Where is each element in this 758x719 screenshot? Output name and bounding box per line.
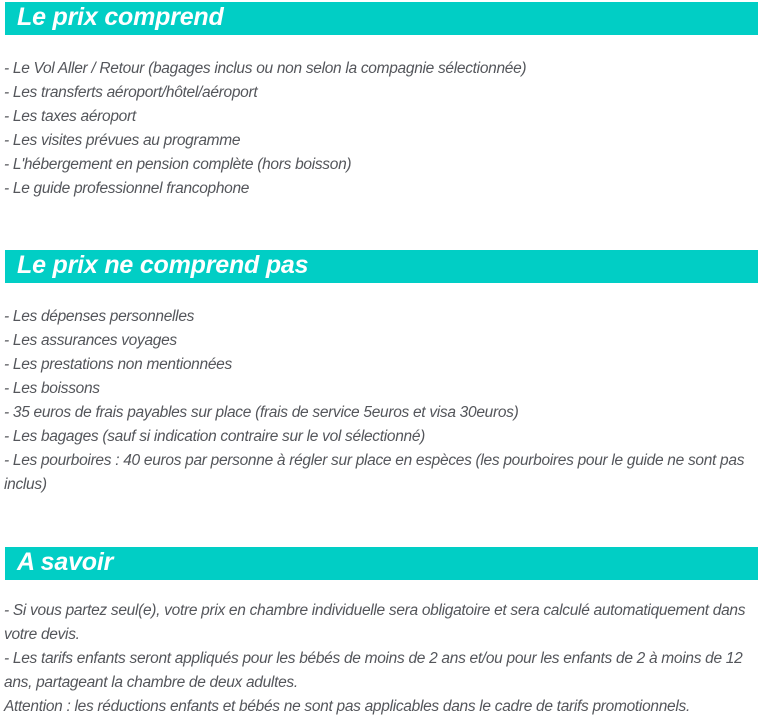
list-item: - 35 euros de frais payables sur place (frais de service 5euros et visa 30euros) — [4, 404, 519, 421]
price-includes-list — [0, 35, 758, 201]
pricing-conditions-page — [0, 2, 758, 715]
list-item: Attention : les réductions enfants et bébés ne sont pas applicables dans le cadre de tarifs promotionnels. — [4, 698, 690, 715]
good-to-know-list — [0, 580, 758, 719]
section-title-price-includes: Le prix comprend — [17, 3, 224, 31]
list-item: - Les transferts aéroport/hôtel/aéroport — [4, 84, 258, 101]
list-item: - Si vous partez seul(e), votre prix en chambre individuelle sera obligatoire et sera calculé automatiquement dans votre devis. — [4, 602, 746, 643]
list-item: - Les boissons — [4, 380, 100, 397]
section-title-good-to-know: A savoir — [17, 548, 114, 576]
list-item: - Le guide professionnel francophone — [4, 180, 250, 197]
list-item: - Les visites prévues au programme — [4, 132, 241, 149]
section-title-price-excludes: Le prix ne comprend pas — [17, 251, 309, 279]
list-item: - Les dépenses personnelles — [4, 308, 195, 325]
list-item: - Les bagages (sauf si indication contraire sur le vol sélectionné) — [4, 428, 426, 445]
list-item: - L'hébergement en pension complète (hors boisson) — [4, 156, 352, 173]
list-item: - Le Vol Aller / Retour (bagages inclus ou non selon la compagnie sélectionnée) — [4, 60, 527, 77]
list-item: - Les pourboires : 40 euros par personne à régler sur place en espèces (les pourboires pour le guide ne sont pas inclus) — [4, 452, 745, 493]
list-item: - Les prestations non mentionnées — [4, 356, 232, 373]
section-header-price-excludes — [5, 250, 758, 283]
section-header-good-to-know — [5, 547, 758, 580]
list-item: - Les taxes aéroport — [4, 108, 136, 125]
list-item: - Les assurances voyages — [4, 332, 177, 349]
section-header-price-includes — [5, 2, 758, 35]
price-excludes-list — [0, 283, 758, 497]
list-item: - Les tarifs enfants seront appliqués pour les bébés de moins de 2 ans et/ou pour les enfants de 2 à moins de 12 ans, partageant la chambre de deux adultes. — [4, 650, 743, 691]
